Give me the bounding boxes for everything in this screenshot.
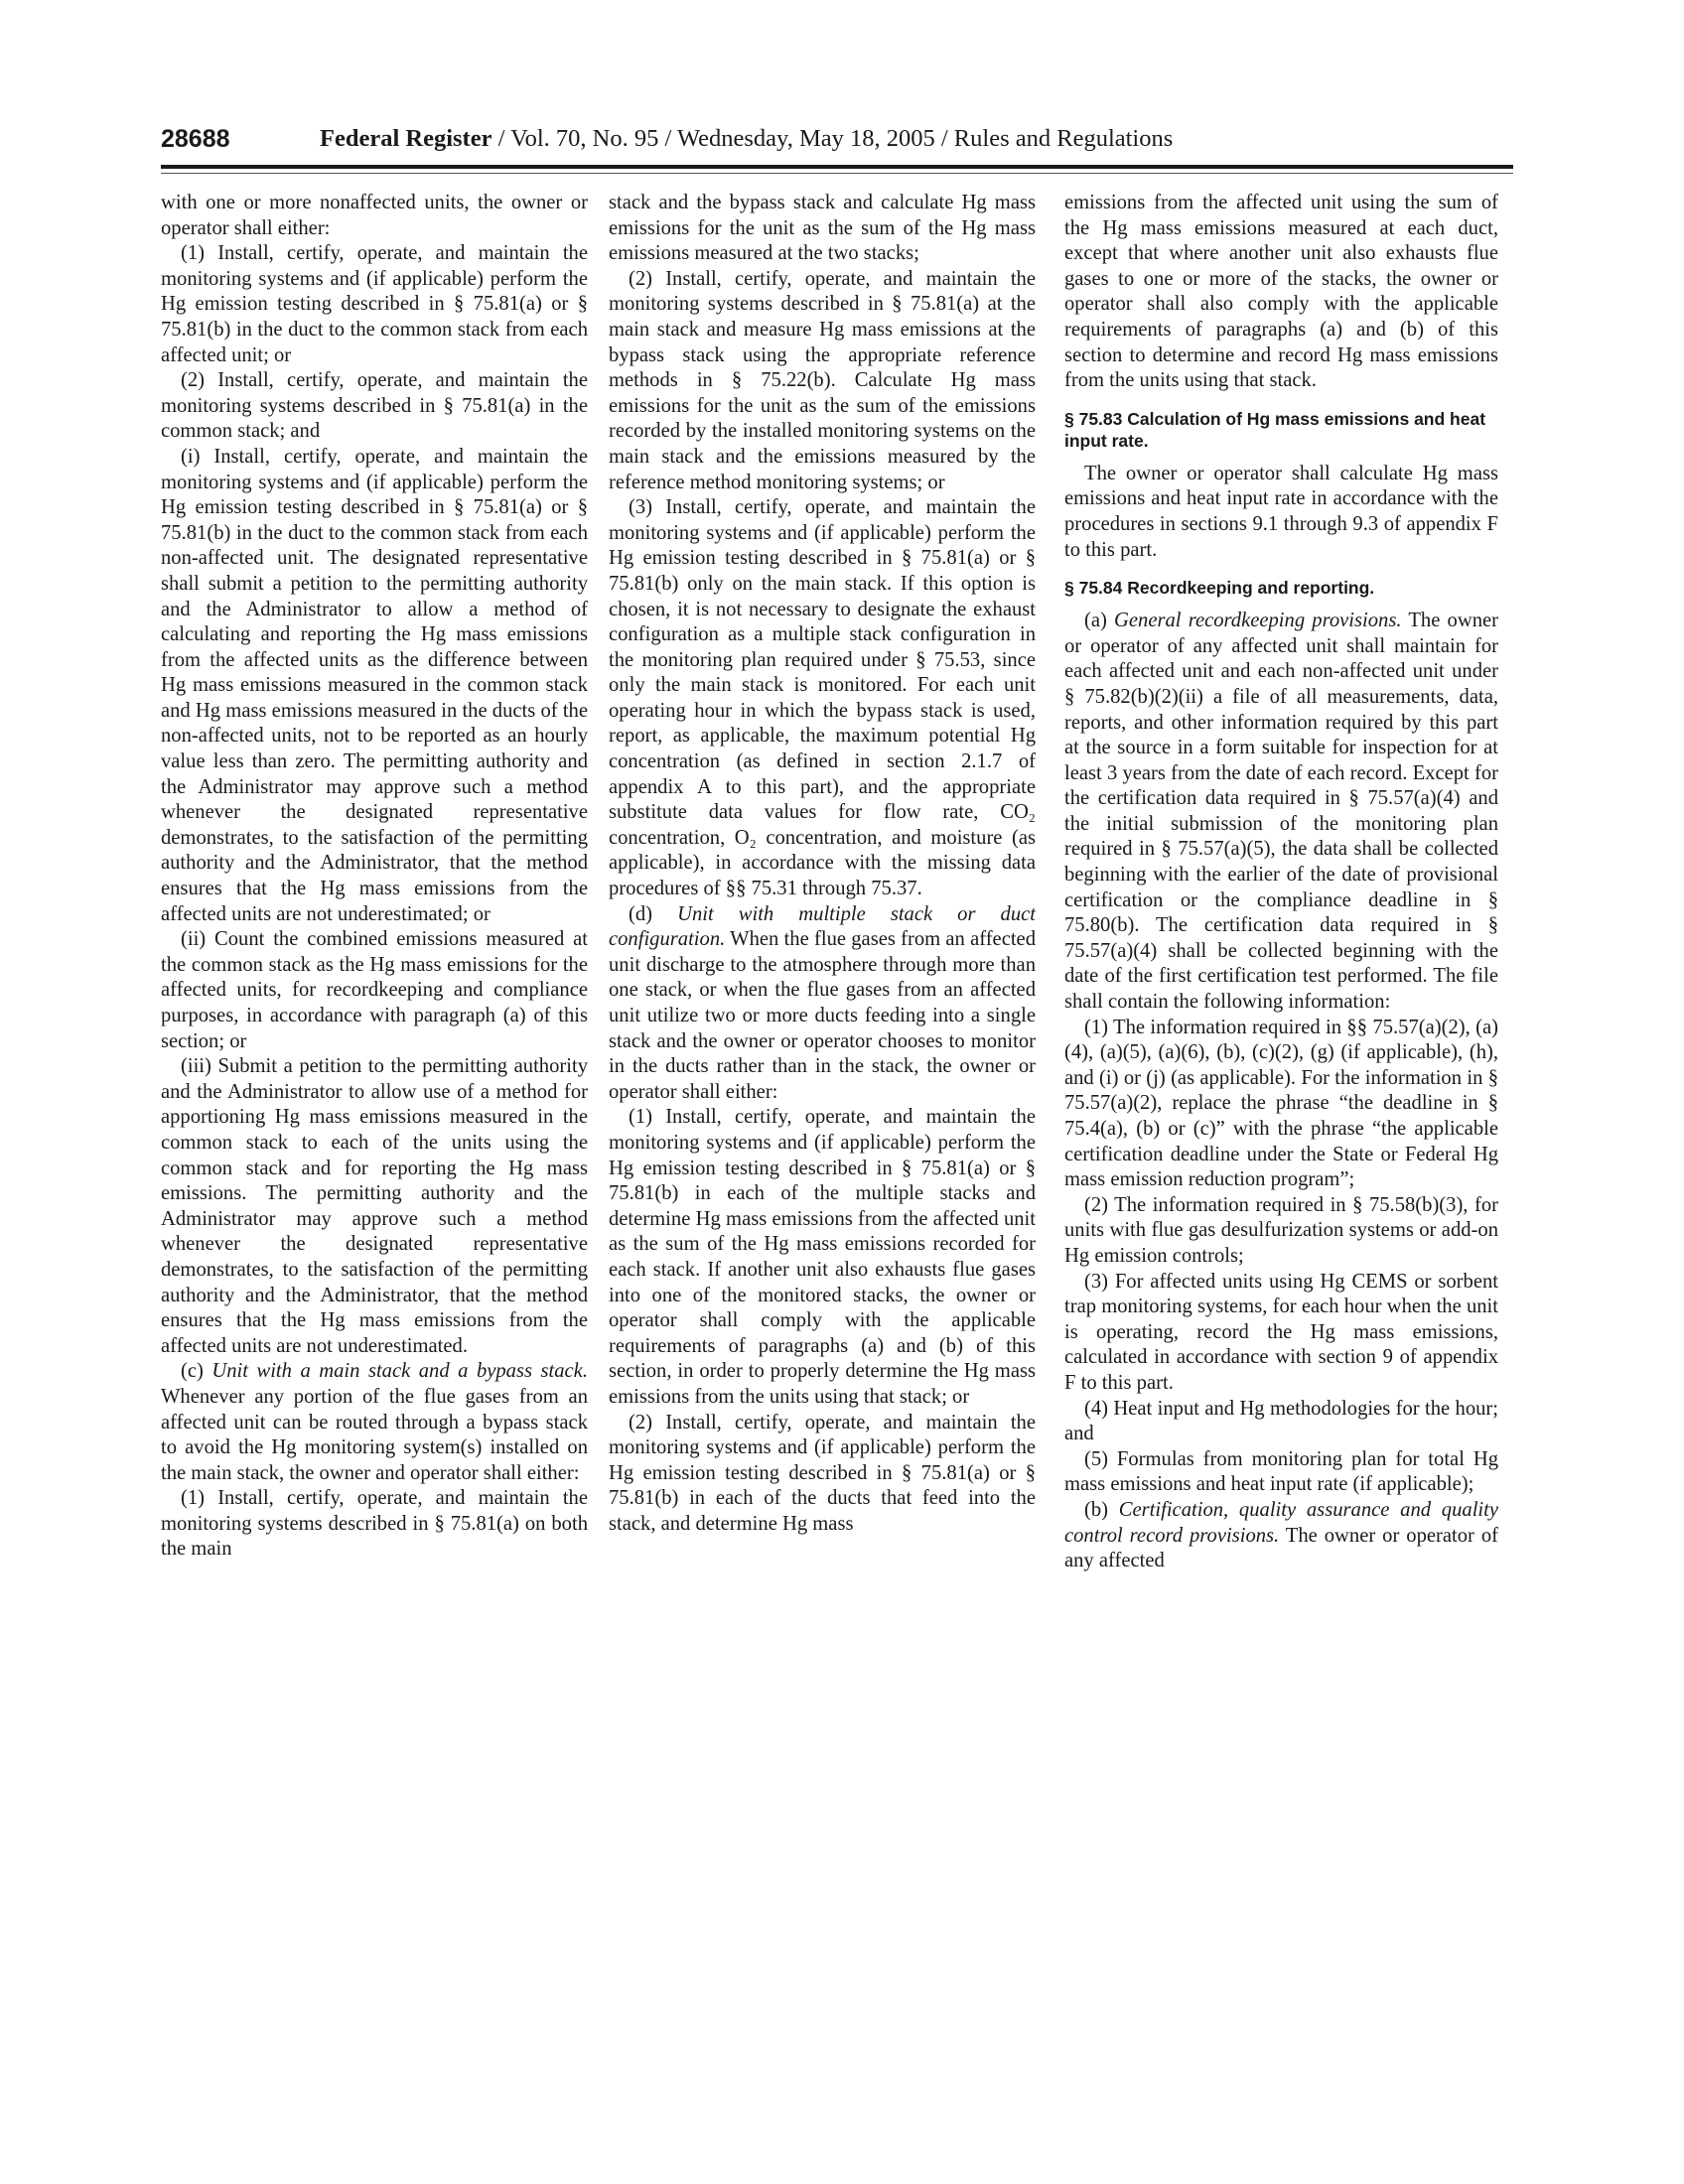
running-title [320, 125, 1173, 153]
header-rule-thin [161, 173, 1513, 174]
header-rule-thick [161, 165, 1513, 169]
paragraph: (1) Install, certify, operate, and maintain the monitoring systems described in § 75.81(a) on both the main [161, 1487, 588, 1561]
paragraph-label: (b) [1084, 1498, 1119, 1521]
paragraph: with one or more nonaffected units, the owner or operator shall either: [161, 192, 588, 239]
paragraph: (3) Install, certify, operate, and maintain the monitoring systems and (if applicable) perform the Hg emission testing described in § 75.81(a) or § 75.81(b) only on the main stack. If this option is chosen, it is not necessary to designate the exhaust configuration as a multiple stack configuration in the monitoring plan required under § 75.53, since only the main stack is monitored. For each unit operating hour in which the bypass stack is used, report, as applicable, the maximum potential Hg concentration (as defined in section 2.1.7 of appendix A to this part), and the appropriate substitute data values for flow rate, CO₂ concentration, O₂ concentration, and moisture (as applicable), in accordance with the missing data procedures of §§ 75.31 through 75.37. [609, 496, 1036, 900]
section-heading: § 75.83 Calculation of Hg mass emissions and heat input rate. [1064, 408, 1486, 451]
paragraph-text: Whenever any portion of the flue gases from an affected unit can be routed through a bypass stack to avoid the Hg monitoring system(s) installed on the main stack, the owner and operator shall either: [161, 1385, 588, 1484]
paragraph-text: The owner or operator of any affected unit shall maintain for each affected unit and each non-affected unit under § 75.82(b)(2)(ii) a file of all measurements, data, reports, and other information required by this part at the source in a form suitable for inspection for at least 3 years from the date of each record. Except for the certification data required in § 75.57(a)(4) and the initial submission of the monitoring plan required in § 75.57(a)(5), the data shall be collected beginning with the earlier of the date of provisional certification or the compliance deadline in § 75.80(b). The certification data required in § 75.57(a)(4) shall be collected beginning with the date of the first certification test performed. The file shall contain the following information: [1064, 610, 1498, 1014]
paragraph-heading: Unit with a main stack and a bypass stack. [211, 1360, 588, 1383]
page-header [161, 125, 1513, 165]
paragraph: (2) Install, certify, operate, and maintain the monitoring systems and (if applicable) perform the Hg emission testing described in § 75.81(a) or § 75.81(b) in each of the ducts that feed into the stack, and determine Hg mass [609, 1411, 1036, 1535]
column-2 [609, 191, 1036, 1997]
paragraph-text: When the flue gases from an affected unit discharge to the atmosphere through more than one stack, or when the flue gases from an affected unit utilize two or more ducts feeding into a single stack and the owner or operator chooses to monitor in the ducts rather than in the stack, the owner or operator shall either: [609, 928, 1036, 1103]
paragraph: (ii) Count the combined emissions measured at the common stack as the Hg mass emissions for the affected units, for recordkeeping and compliance purposes, in accordance with paragraph (a) of this section; or [161, 928, 588, 1052]
paragraph: stack and the bypass stack and calculate Hg mass emissions for the unit as the sum of the Hg mass emissions measured at the two stacks; [609, 192, 1036, 265]
paragraph [1064, 609, 1498, 1016]
paragraph: (3) For affected units using Hg CEMS or sorbent trap monitoring systems, for each hour when the unit is operating, record the Hg mass emissions, calculated in accordance with section 9 of appendix F to this part. [1064, 1270, 1498, 1394]
paragraph-text: The owner or operator of any affected [1064, 1524, 1498, 1572]
paragraph-label: (d) [629, 902, 678, 925]
paragraph [161, 1359, 588, 1486]
paragraph: (2) Install, certify, operate, and maintain the monitoring systems described in § 75.81(a) in the common stack; and [161, 369, 588, 443]
issue-info: / Vol. 70, No. 95 / Wednesday, May 18, 2005 / Rules and Regulations [491, 125, 1174, 152]
column-1 [161, 191, 588, 1997]
paragraph: emissions from the affected unit using the sum of the Hg mass emissions measured at each duct, except that where another unit also exhausts flue gases to one or more of the stacks, the owner or operator shall also comply with the applicable requirements of paragraphs (a) and (b) of this section to determine and record Hg mass emissions from the units using that stack. [1064, 192, 1498, 392]
publication-name: Federal Register [320, 125, 492, 152]
paragraph-heading: Certification, quality assurance and quality control record provisions. [1064, 1498, 1498, 1547]
paragraph-label: (c) [181, 1360, 212, 1383]
paragraph: (5) Formulas from monitoring plan for total Hg mass emissions and heat input rate (if applicable); [1064, 1447, 1498, 1496]
paragraph-heading: Unit with multiple stack or duct configuration. [609, 902, 1036, 951]
paragraph: (i) Install, certify, operate, and maintain the monitoring systems and (if applicable) perform the Hg emission testing described in § 75.81(a) or § 75.81(b) in the duct to the common stack from each non-affected unit. The designated representative shall submit a petition to the permitting authority and the Administrator to allow a method of calculating and reporting the Hg mass emissions from the affected units as the difference between Hg mass emissions measured in the common stack and Hg mass emissions measured in the ducts of the non-affected units, not to be reported as an hourly value less than zero. The permitting authority and the Administrator may approve such a method whenever the designated representative demonstrates, to the satisfaction of the permitting authority and the Administrator, that the method ensures that the Hg mass emissions from the affected units are not underestimated; or [161, 445, 588, 925]
paragraph: (1) The information required in §§ 75.57(a)(2), (a)(4), (a)(5), (a)(6), (b), (c)(2), (g) (if applicable), (h), and (i) or (j) (as applicable). For the information in § 75.57(a)(2), replace the phrase “the deadline in § 75.4(a), (b) or (c)” with the phrase “the applicable certification deadline under the State or Federal Hg mass emission reduction program”; [1064, 1016, 1498, 1191]
paragraph [609, 902, 1036, 1106]
section-heading: § 75.84 Recordkeeping and reporting. [1064, 578, 1375, 599]
paragraph: (2) The information required in § 75.58(b)(3), for units with flue gas desulfurization systems or add-on Hg emission controls; [1064, 1193, 1498, 1267]
paragraph: (iii) Submit a petition to the permitting authority and the Administrator to allow use of a method for apportioning Hg mass emissions measured in the common stack to each of the units using the common stack and for reporting the Hg mass emissions. The permitting authority and the Administrator may approve such a method whenever the designated representative demonstrates, to the satisfaction of the permitting authority and the Administrator, that the method ensures that the Hg mass emissions from the affected units are not underestimated. [161, 1055, 588, 1357]
column-3 [1064, 191, 1498, 1997]
page-number: 28688 [161, 125, 230, 153]
paragraph: (4) Heat input and Hg methodologies for the hour; and [1064, 1397, 1498, 1445]
paragraph: (1) Install, certify, operate, and maintain the monitoring systems and (if applicable) perform the Hg emission testing described in § 75.81(a) or § 75.81(b) in each of the multiple stacks and determine Hg mass emissions from the affected unit as the sum of the Hg mass emissions recorded for each stack. If another unit also exhausts flue gases into one of the monitored stacks, the owner or operator shall comply with the applicable requirements of paragraphs (a) and (b) of this section, in order to properly determine the Hg mass emissions from the units using that stack; or [609, 1106, 1036, 1408]
paragraph-heading: General recordkeeping provisions. [1114, 610, 1402, 632]
paragraph-label: (a) [1084, 610, 1115, 632]
paragraph: (1) Install, certify, operate, and maintain the monitoring systems and (if applicable) perform the Hg emission testing described in § 75.81(a) or § 75.81(b) in the duct to the common stack from each affected unit; or [161, 242, 588, 366]
paragraph [1064, 1498, 1498, 1574]
paragraph: The owner or operator shall calculate Hg mass emissions and heat input rate in accordance with the procedures in sections 9.1 through 9.3 of appendix F to this part. [1064, 462, 1498, 561]
paragraph: (2) Install, certify, operate, and maintain the monitoring systems described in § 75.81(a) at the main stack and measure Hg mass emissions at the bypass stack using the appropriate reference methods in § 75.22(b). Calculate Hg mass emissions for the unit as the sum of the emissions recorded by the installed monitoring systems on the main stack and the emissions measured by the reference method monitoring systems; or [609, 267, 1036, 493]
